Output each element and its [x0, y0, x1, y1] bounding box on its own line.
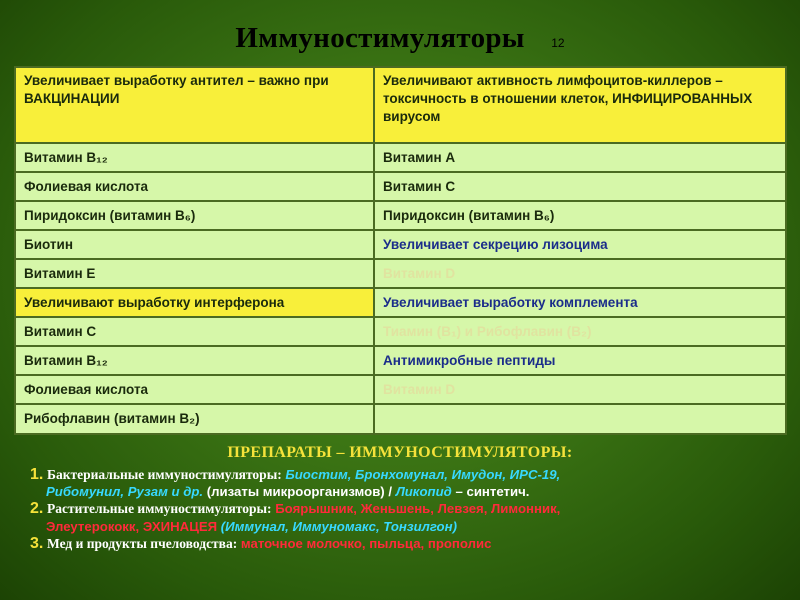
list-item-continued [30, 518, 790, 535]
table-row [15, 201, 786, 230]
item-examples: Биостим, Бронхомунал, Имудон, ИРС-19, [285, 467, 561, 482]
cell-right-complement: Увеличивает выработку комплемента [374, 288, 786, 317]
page-title: Иммуностимуляторы [235, 22, 525, 54]
item-examples: маточное молочко, пыльца, прополис [240, 535, 492, 551]
item-note: (Иммунал, Иммуномакс, Тонзилгон) [220, 518, 457, 534]
item-category: Растительные иммуностимуляторы: [47, 501, 272, 517]
cell-left: Витамин С [15, 317, 374, 346]
list-item [30, 500, 790, 517]
table-row [15, 143, 786, 172]
cell-left: Фолиевая кислота [15, 375, 374, 404]
table-row [15, 230, 786, 259]
cell-left: Биотин [15, 230, 374, 259]
cell-left: Витамин В₁₂ [15, 143, 374, 172]
cell-left-interferon: Увеличивают выработку интерферона [15, 288, 374, 317]
item-examples: Элеутерококк, ЭХИНАЦЕЯ [46, 518, 218, 534]
table-row [15, 346, 786, 375]
title-bar [0, 22, 800, 55]
cell-right-empty [374, 404, 786, 434]
cell-left: Витамин Е [15, 259, 374, 288]
item-category: Мед и продукты пчеловодства: [47, 535, 238, 551]
table-row [15, 172, 786, 201]
cell-right-faint: Витамин D [374, 259, 786, 288]
cell-left: Витамин В₁₂ [15, 346, 374, 375]
item-number: 1. [30, 466, 44, 483]
cell-right-faint: Тиамин (В₁) и Рибофлавин (В₂) [374, 317, 786, 346]
list-item [30, 466, 790, 483]
table-row [15, 404, 786, 434]
cell-right: Витамин А [374, 143, 786, 172]
cell-left: Фолиевая кислота [15, 172, 374, 201]
item-number: 3. [30, 534, 44, 552]
cell-right: Витамин С [374, 172, 786, 201]
item-number: 2. [30, 500, 44, 518]
table-row [15, 317, 786, 346]
table-header-row [15, 67, 786, 143]
cell-right-lysozyme: Увеличивает секрецию лизоцима [374, 230, 786, 259]
item-examples: Боярышник, Женьшень, Левзея, Лимонник, [275, 501, 561, 517]
list-item-continued [30, 483, 790, 500]
item-extra-note: – синтетич. [455, 484, 530, 500]
preparations-list [30, 466, 790, 552]
header-cell-killers: Увеличивают активность лимфоцитов-киллеров – токсичность в отношении клеток, ИНФИЦИРОВАННЫХ вирусом [374, 67, 786, 143]
item-extra: Ликопид [395, 484, 452, 500]
vitamins-table [14, 66, 787, 435]
cell-right-faint: Витамин D [374, 375, 786, 404]
list-item [30, 535, 790, 552]
slide-number: 12 [551, 35, 565, 50]
cell-left: Пиридоксин (витамин В₆) [15, 201, 374, 230]
item-category: Бактериальные иммуностимуляторы: [47, 467, 282, 482]
table-row [15, 259, 786, 288]
item-examples: Рибомунил, Рузам и др. [46, 484, 204, 500]
cell-right: Пиридоксин (витамин В₆) [374, 201, 786, 230]
table-row [15, 288, 786, 317]
item-note: (лизаты микроорганизмов) / [206, 484, 393, 500]
table-row [15, 375, 786, 404]
header-cell-antibodies: Увеличивает выработку антител – важно при ВАКЦИНАЦИИ [15, 67, 374, 143]
cell-right-peptides: Антимикробные пептиды [374, 346, 786, 375]
cell-left: Рибофлавин (витамин В₂) [15, 404, 374, 434]
preparations-heading: ПРЕПАРАТЫ – ИММУНОСТИМУЛЯТОРЫ: [227, 444, 573, 461]
